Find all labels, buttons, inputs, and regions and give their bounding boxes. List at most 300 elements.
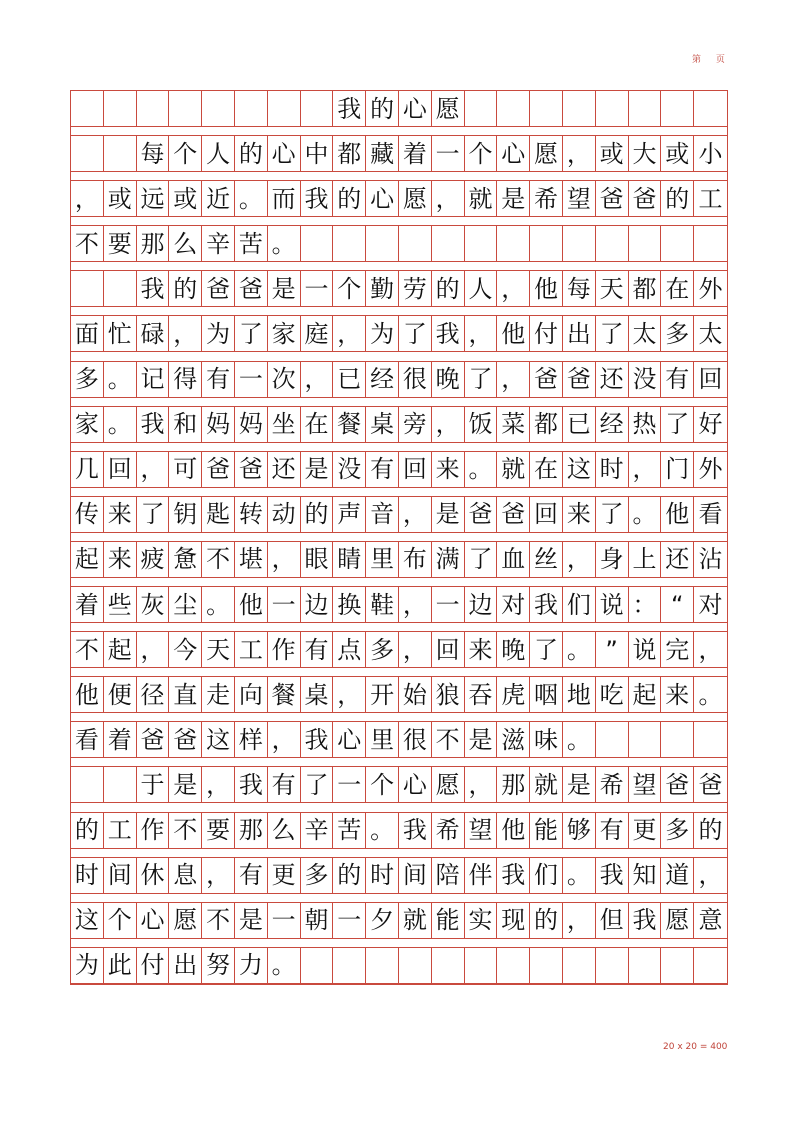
grid-cell: 点 [333, 632, 366, 667]
grid-cell: 一 [268, 903, 301, 938]
grid-cell: 有 [596, 813, 629, 848]
grid-cell: ， [399, 587, 432, 622]
grid-cell: 么 [169, 226, 202, 261]
grid-cell: 心 [366, 181, 399, 216]
grid-cell: 时 [366, 858, 399, 893]
grid-cell: 。 [268, 948, 301, 983]
grid-cell: 爸 [137, 722, 170, 757]
grid-cell: 门 [661, 452, 694, 487]
grid-cell [661, 91, 694, 126]
grid-cell: 着 [71, 587, 104, 622]
grid-cell: 愿 [530, 136, 563, 171]
grid-cell: ， [333, 316, 366, 351]
grid-cell: 已 [563, 407, 596, 442]
grid-cell: 来 [465, 632, 498, 667]
grid-cell: 眼 [301, 542, 334, 577]
grid-cell [694, 91, 727, 126]
grid-cell: 睛 [333, 542, 366, 577]
grid-cell: 夕 [366, 903, 399, 938]
grid-cell: 个 [333, 271, 366, 306]
grid-cell: 外 [698, 455, 723, 484]
grid-cell: 。 [104, 407, 137, 442]
grid-cell: 多 [661, 316, 694, 351]
grid-cell: 他 [71, 677, 104, 712]
grid-cell: 几 [71, 452, 104, 487]
grid-cell: 吃 [596, 677, 629, 712]
grid-cell [530, 948, 563, 983]
grid-cell: 来 [104, 542, 137, 577]
grid-cell: 希 [596, 767, 629, 802]
grid-cell: 为 [71, 948, 104, 983]
grid-cell: 为 [202, 316, 235, 351]
grid-cell: 在 [530, 452, 563, 487]
grid-cell: 大 [629, 136, 662, 171]
grid-cell: 努 [202, 948, 235, 983]
grid-cell: 都 [333, 136, 366, 171]
grid-cell: 滋 [497, 722, 530, 757]
grid-cell: 血 [497, 542, 530, 577]
grid-cell: 心 [333, 722, 366, 757]
grid-cell: 出 [169, 948, 202, 983]
grid-cell: 更 [268, 858, 301, 893]
grid-cell: 里 [366, 542, 399, 577]
grid-cell: 休 [137, 858, 170, 893]
grid-cell [366, 226, 399, 261]
grid-cell: 那 [497, 767, 530, 802]
grid-cell: 我 [497, 858, 530, 893]
grid-cell: 饭 [465, 407, 498, 442]
grid-cell: 坐 [268, 407, 301, 442]
grid-cell: 爸 [497, 497, 530, 532]
grid-cell: 就 [497, 452, 530, 487]
grid-cell: 次 [268, 362, 301, 397]
grid-cell: 勤 [366, 271, 399, 306]
grid-cell [563, 91, 596, 126]
grid-row [71, 677, 727, 713]
grid-row [71, 316, 727, 352]
grid-cell: 回 [432, 632, 465, 667]
grid-cell: 远 [137, 181, 170, 216]
grid-cell: 了 [530, 632, 563, 667]
grid-cell: 得 [169, 362, 202, 397]
grid-cell [104, 767, 137, 802]
grid-cell: 的 [235, 136, 268, 171]
grid-cell: 爸 [563, 362, 596, 397]
row-gap [71, 352, 727, 361]
row-gap [71, 443, 727, 452]
grid-row [71, 226, 727, 262]
grid-cell [596, 948, 629, 983]
grid-cell: 桌 [366, 407, 399, 442]
grid-cell: 心 [137, 903, 170, 938]
grid-cell: 了 [301, 767, 334, 802]
grid-cell [235, 91, 268, 126]
grid-cell: 工 [235, 632, 268, 667]
grid-cell: 个 [104, 903, 137, 938]
grid-cell: 有 [235, 858, 268, 893]
grid-cell: 实 [465, 903, 498, 938]
grid-cell [137, 91, 170, 126]
grid-cell: 音 [366, 497, 399, 532]
grid-cell: 的 [71, 813, 104, 848]
grid-cell: 吞 [465, 677, 498, 712]
grid-cell: 我 [235, 767, 268, 802]
grid-cell: 现 [497, 903, 530, 938]
row-gap [71, 623, 727, 632]
grid-cell: 们 [563, 587, 596, 622]
grid-cell: 人 [202, 136, 235, 171]
grid-cell [399, 226, 432, 261]
grid-cell: 匙 [202, 497, 235, 532]
grid-cell: 味 [530, 722, 563, 757]
grid-cell: 鞋 [366, 587, 399, 622]
grid-cell [104, 136, 137, 171]
grid-cell: 开 [366, 677, 399, 712]
grid-cell: 或 [661, 136, 694, 171]
grid-cell: 碌 [137, 316, 170, 351]
grid-cell [465, 948, 498, 983]
grid-cell [530, 226, 563, 261]
grid-cell: 作 [268, 632, 301, 667]
grid-cell: 面 [71, 316, 104, 351]
grid-cell: 晚 [432, 362, 465, 397]
grid-cell: 的 [366, 91, 399, 126]
grid-cell [71, 767, 104, 802]
grid-cell: 作 [137, 813, 170, 848]
grid-cell [596, 722, 629, 757]
grid-cell: 上 [629, 542, 662, 577]
grid-cell: 是 [497, 181, 530, 216]
grid-cell [563, 948, 596, 983]
grid-cell [661, 948, 694, 983]
grid-cell: 不 [202, 542, 235, 577]
grid-cell: 餐 [268, 677, 301, 712]
grid-cell: 爸 [465, 497, 498, 532]
grid-cell [596, 91, 629, 126]
grid-count-label: 20 x 20 = 400 [663, 1042, 728, 1052]
grid-cell: 一 [333, 767, 366, 802]
grid-cell [301, 948, 334, 983]
grid-cell: 回 [399, 452, 432, 487]
grid-row [71, 407, 727, 443]
grid-cell: 那 [137, 226, 170, 261]
grid-cell: 力 [235, 948, 268, 983]
grid-cell [202, 91, 235, 126]
grid-cell: 于 [137, 767, 170, 802]
grid-cell: 不 [71, 632, 104, 667]
grid-cell: 换 [333, 587, 366, 622]
grid-cell: 能 [530, 813, 563, 848]
grid-cell: 的 [530, 903, 563, 938]
grid-cell [71, 136, 104, 171]
grid-cell [629, 948, 662, 983]
grid-cell: 是 [432, 497, 465, 532]
grid-cell: 始 [399, 677, 432, 712]
grid-cell [694, 948, 727, 983]
grid-cell: 尘 [169, 587, 202, 622]
grid-cell: 便 [104, 677, 137, 712]
grid-cell: 我 [432, 316, 465, 351]
grid-cell: 转 [235, 497, 268, 532]
grid-cell [661, 226, 694, 261]
grid-cell: 他 [530, 271, 563, 306]
grid-cell: ， [563, 542, 596, 577]
grid-cell: ， [137, 632, 170, 667]
grid-cell: 的 [169, 271, 202, 306]
grid-cell: 。 [104, 362, 137, 397]
row-gap [71, 262, 727, 271]
grid-cell: 还 [596, 362, 629, 397]
grid-cell: 这 [71, 903, 104, 938]
grid-cell: 为 [366, 316, 399, 351]
row-gap [71, 849, 727, 858]
grid-cell: ， [268, 722, 301, 757]
grid-cell: 一 [235, 362, 268, 397]
grid-cell: 心 [399, 91, 432, 126]
row-gap [71, 533, 727, 542]
grid-cell: ， [563, 903, 596, 938]
row-gap [71, 127, 727, 136]
grid-cell: 菜 [497, 407, 530, 442]
grid-cell: 有 [366, 452, 399, 487]
row-gap [71, 939, 727, 948]
grid-cell: 声 [333, 497, 366, 532]
grid-cell: 一 [432, 587, 465, 622]
grid-cell: 希 [432, 813, 465, 848]
grid-cell: 的 [698, 816, 723, 844]
grid-cell: 看 [698, 500, 723, 529]
grid-cell: 个 [169, 136, 202, 171]
grid-cell: 没 [333, 452, 366, 487]
grid-cell: 我 [629, 903, 662, 938]
row-gap [71, 803, 727, 812]
grid-cell: 。 [629, 497, 662, 532]
row-gap [71, 398, 727, 407]
grid-cell: 要 [104, 226, 137, 261]
grid-cell: 我 [333, 91, 366, 126]
grid-cell: 满 [432, 542, 465, 577]
grid-cell: 藏 [366, 136, 399, 171]
grid-cell: 。 [563, 858, 596, 893]
grid-cell: 要 [202, 813, 235, 848]
grid-cell: 他 [497, 813, 530, 848]
grid-cell: 晚 [497, 632, 530, 667]
grid-row [71, 181, 727, 217]
grid-cell: 心 [399, 767, 432, 802]
grid-cell: 回 [530, 497, 563, 532]
grid-cell [465, 91, 498, 126]
grid-cell: 都 [530, 407, 563, 442]
grid-cell: 爸 [235, 271, 268, 306]
grid-cell: 在 [661, 271, 694, 306]
grid-cell: 此 [104, 948, 137, 983]
row-gap [71, 713, 727, 722]
grid-cell: 他 [661, 497, 694, 532]
grid-cell: 这 [202, 722, 235, 757]
grid-cell: 愿 [661, 903, 694, 938]
grid-cell: 身 [596, 542, 629, 577]
grid-cell: 他 [497, 316, 530, 351]
grid-cell: 妈 [202, 407, 235, 442]
grid-cell: 了 [596, 497, 629, 532]
grid-cell: ， [563, 136, 596, 171]
grid-cell: 我 [530, 587, 563, 622]
grid-cell: 。 [366, 813, 399, 848]
grid-cell: 着 [104, 722, 137, 757]
row-gap [71, 894, 727, 903]
grid-cell: 样 [235, 722, 268, 757]
grid-cell: 了 [661, 407, 694, 442]
grid-cell: 忙 [104, 316, 137, 351]
grid-cell: 起 [71, 542, 104, 577]
grid-cell: 传 [71, 497, 104, 532]
grid-cell: 中 [301, 136, 334, 171]
grid-cell: 完 [661, 632, 694, 667]
grid-cell: 些 [104, 587, 137, 622]
grid-cell: 回 [104, 452, 137, 487]
grid-cell: ， [432, 181, 465, 216]
grid-cell: 已 [333, 362, 366, 397]
grid-cell: ， [137, 452, 170, 487]
grid-cell: 或 [596, 136, 629, 171]
grid-cell: 就 [530, 767, 563, 802]
grid-cell: 多 [366, 632, 399, 667]
grid-cell: 知 [629, 858, 662, 893]
grid-cell: 庭 [301, 316, 334, 351]
grid-cell: 天 [202, 632, 235, 667]
row-gap [71, 668, 727, 677]
grid-cell [333, 226, 366, 261]
grid-cell: 还 [661, 542, 694, 577]
grid-cell: 个 [366, 767, 399, 802]
grid-cell [301, 91, 334, 126]
grid-cell: 来 [563, 497, 596, 532]
grid-cell: 丝 [530, 542, 563, 577]
grid-cell: 朝 [301, 903, 334, 938]
grid-cell: 来 [661, 677, 694, 712]
grid-cell: 心 [497, 136, 530, 171]
grid-cell: 灰 [137, 587, 170, 622]
grid-cell: 经 [596, 407, 629, 442]
grid-cell: 热 [629, 407, 662, 442]
grid-row [71, 948, 727, 984]
grid-cell: 多 [661, 813, 694, 848]
grid-cell: 近 [202, 181, 235, 216]
grid-cell: 我 [137, 271, 170, 306]
grid-cell: 还 [268, 452, 301, 487]
grid-cell: 了 [137, 497, 170, 532]
grid-cell: 布 [399, 542, 432, 577]
grid-cell: 每 [563, 271, 596, 306]
grid-cell: 回 [698, 365, 723, 394]
grid-cell: 的 [333, 858, 366, 893]
row-gap [71, 172, 727, 181]
grid-cell: 一 [268, 587, 301, 622]
grid-cell: 我 [399, 813, 432, 848]
grid-cell: 他 [235, 587, 268, 622]
grid-cell: 径 [137, 677, 170, 712]
grid-cell: 劳 [399, 271, 432, 306]
grid-cell: 们 [530, 858, 563, 893]
grid-cell: 不 [71, 226, 104, 261]
grid-cell: 辛 [301, 813, 334, 848]
grid-cell: ” [596, 632, 629, 667]
grid-cell: 愿 [432, 767, 465, 802]
grid-cell [71, 271, 104, 306]
grid-cell: 好 [698, 410, 723, 439]
grid-cell: 时 [71, 858, 104, 893]
grid-cell: 愿 [399, 181, 432, 216]
grid-cell: 个 [465, 136, 498, 171]
grid-cell: 动 [268, 497, 301, 532]
grid-cell: 工 [104, 813, 137, 848]
grid-cell: 我 [301, 722, 334, 757]
grid-cell: 付 [137, 948, 170, 983]
grid-cell: 和 [169, 407, 202, 442]
grid-cell: 不 [169, 813, 202, 848]
grid-cell: 有 [268, 767, 301, 802]
grid-cell: ， [432, 407, 465, 442]
grid-cell: 说 [596, 587, 629, 622]
grid-cell [432, 226, 465, 261]
grid-cell: 息 [169, 858, 202, 893]
grid-cell: 爸 [698, 770, 723, 799]
grid-cell: 爸 [530, 362, 563, 397]
grid-cell: ， [698, 861, 723, 890]
grid-cell: 么 [268, 813, 301, 848]
grid-cell: 。 [465, 452, 498, 487]
grid-cell: 很 [399, 722, 432, 757]
grid-cell: ， [202, 767, 235, 802]
grid-row [71, 858, 727, 894]
grid-cell: 一 [333, 903, 366, 938]
grid-row [71, 136, 727, 172]
grid-cell [169, 91, 202, 126]
grid-cell: 家 [268, 316, 301, 351]
grid-cell [563, 226, 596, 261]
grid-cell: 心 [268, 136, 301, 171]
grid-cell: 而 [268, 181, 301, 216]
grid-cell: ， [629, 452, 662, 487]
grid-cell: 愿 [432, 91, 465, 126]
grid-cell: 苦 [333, 813, 366, 848]
composition-grid-sheet [70, 90, 728, 985]
grid-cell: 沾 [698, 545, 723, 574]
grid-cell: 直 [169, 677, 202, 712]
grid-cell: 走 [202, 677, 235, 712]
grid-cell: 不 [432, 722, 465, 757]
grid-cell [104, 91, 137, 126]
grid-cell [399, 948, 432, 983]
grid-cell: ， [497, 362, 530, 397]
grid-cell: 都 [629, 271, 662, 306]
grid-cell: 但 [596, 903, 629, 938]
grid-cell: 每 [137, 136, 170, 171]
page-number-label: 第 页 [692, 55, 731, 65]
grid-cell: ， [301, 362, 334, 397]
grid-cell: 爸 [661, 767, 694, 802]
grid-cell: 旁 [399, 407, 432, 442]
grid-cell: 爸 [169, 722, 202, 757]
grid-row [71, 813, 727, 849]
grid-cell: 的 [301, 497, 334, 532]
grid-cell [432, 948, 465, 983]
grid-cell [497, 226, 530, 261]
grid-cell: 望 [563, 181, 596, 216]
grid-cell [71, 91, 104, 126]
grid-cell: 来 [432, 452, 465, 487]
grid-cell: ， [497, 271, 530, 306]
